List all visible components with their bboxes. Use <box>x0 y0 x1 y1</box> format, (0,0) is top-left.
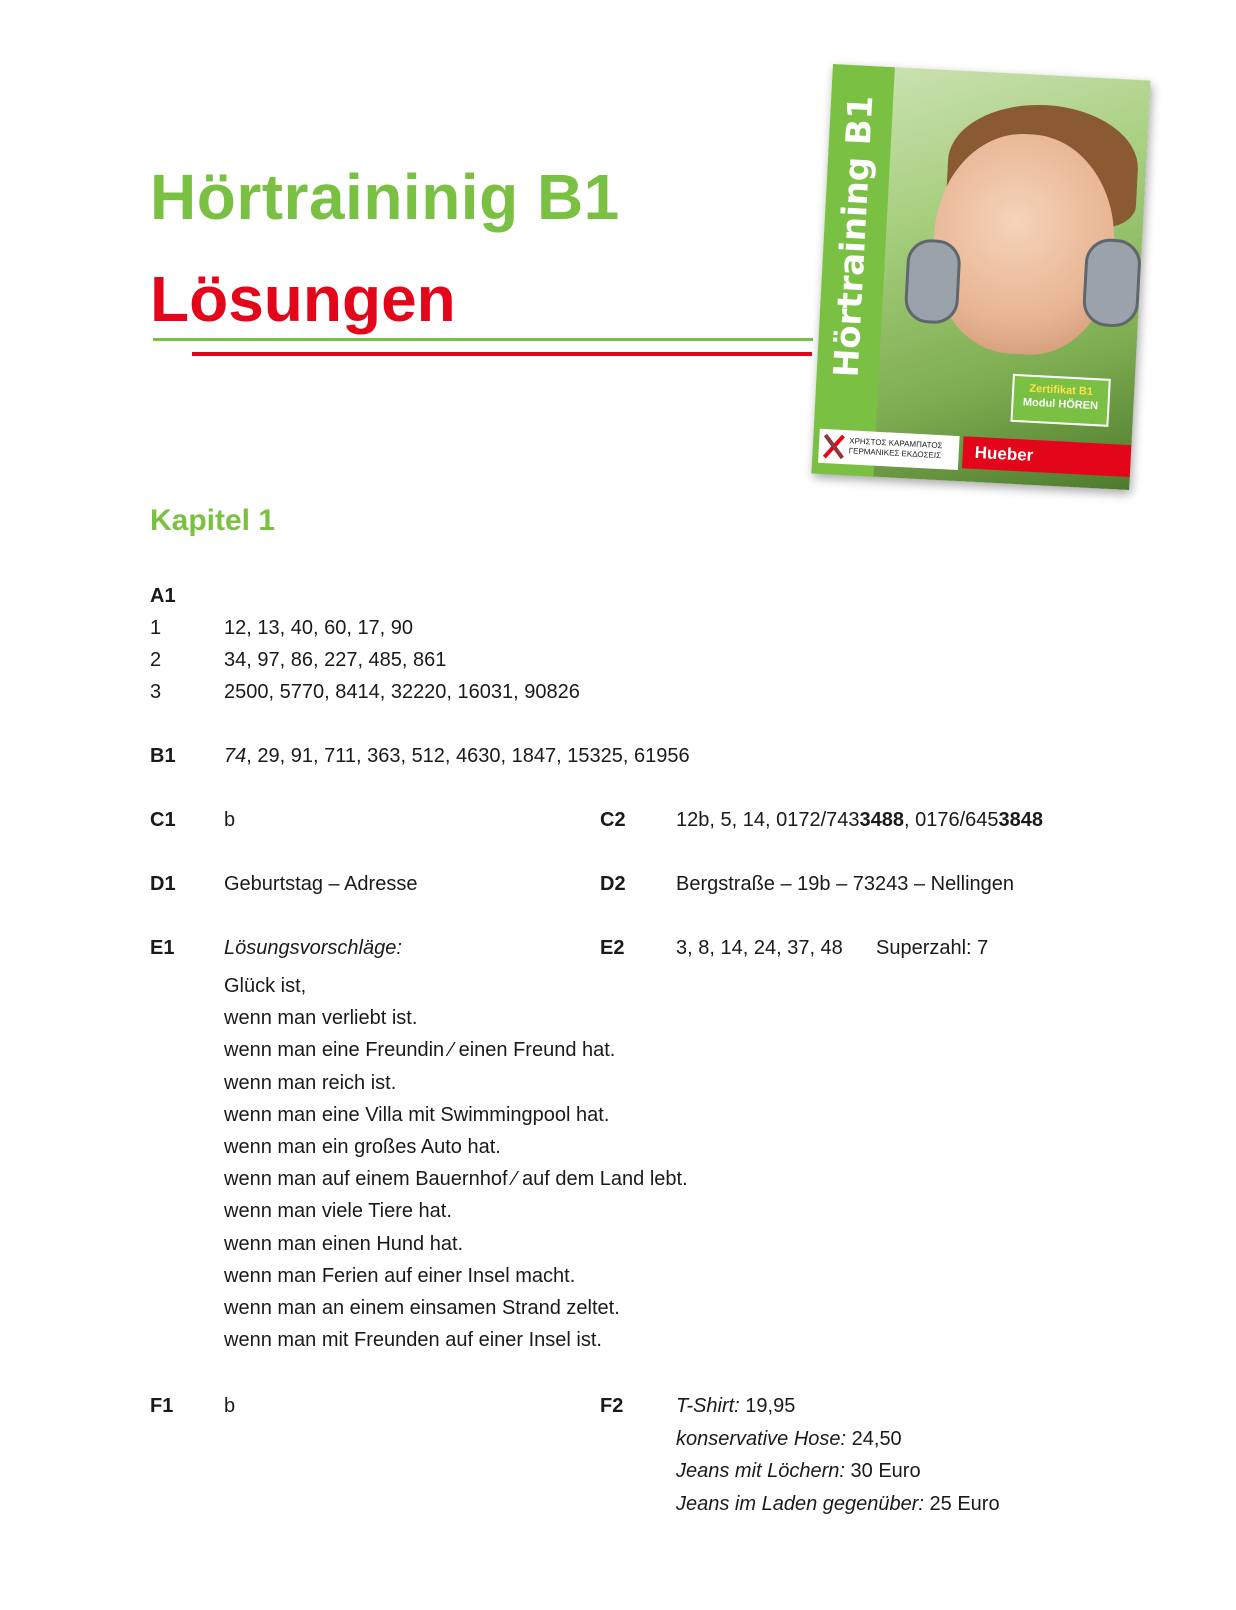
headphone-icon <box>1082 237 1143 328</box>
green-divider <box>153 338 813 341</box>
e2-superzahl: Superzahl: 7 <box>876 937 989 959</box>
f2-item-price: 24,50 <box>846 1427 902 1450</box>
c2-answer <box>676 804 1043 836</box>
c2-part2: , 0176/645 <box>904 809 999 831</box>
list-item: wenn man Ferien auf einer Insel macht. <box>224 1264 576 1287</box>
c2-bold2: 3848 <box>998 809 1044 831</box>
f2-item-price: 30 Euro <box>844 1460 921 1482</box>
f2-item-price: 19,95 <box>739 1395 796 1417</box>
f2-item-name: Jeans mit Löchern: <box>676 1460 845 1482</box>
list-item: wenn man einen Hund hat. <box>224 1232 464 1255</box>
cover-logo <box>818 429 960 470</box>
label-f1: F1 <box>150 1395 174 1417</box>
b1-first-number: 74 <box>224 745 247 767</box>
f2-item-name: T-Shirt: <box>676 1395 740 1417</box>
b1-answer <box>224 740 690 772</box>
cover-publisher: Hueber <box>962 436 1131 477</box>
list-item: wenn man reich ist. <box>224 1071 397 1094</box>
a1-row-text: 34, 97, 86, 227, 485, 861 <box>224 649 447 671</box>
c2-part1: 12b, 5, 14, 0172/743 <box>676 809 860 831</box>
logo-line2: ΓΕΡΜΑΝΙΚΕΣ ΕΚΔΟΣΕΙΣ <box>848 446 942 461</box>
label-f2: F2 <box>600 1395 624 1417</box>
d1-answer: Geburtstag – Adresse <box>224 873 418 895</box>
a1-row-number: 1 <box>150 617 162 639</box>
list-item: wenn man auf einem Bauernhof ⁄ auf dem Land lebt. <box>224 1168 688 1191</box>
cover-title: Hörtraining B1 <box>826 94 882 379</box>
label-d2: D2 <box>600 873 626 895</box>
list-item: wenn man verliebt ist. <box>224 1007 418 1030</box>
a1-row-text: 12, 13, 40, 60, 17, 90 <box>224 617 414 639</box>
f2-answer-list <box>676 1390 1000 1520</box>
cover-badge-line1: Zertifikat B1 <box>1029 382 1094 399</box>
label-a1: A1 <box>150 585 176 607</box>
f2-item-name: konservative Hose: <box>676 1427 847 1450</box>
list-item <box>676 1455 1000 1488</box>
book-cover-image <box>811 64 1150 490</box>
list-item: wenn man viele Tiere hat. <box>224 1200 452 1223</box>
label-e1: E1 <box>150 937 175 959</box>
list-item <box>676 1423 1000 1456</box>
f2-item-name: Jeans im Laden gegenüber: <box>676 1492 924 1515</box>
publisher-logo-icon <box>822 433 845 460</box>
a1-row-number: 3 <box>150 681 162 703</box>
red-divider <box>192 352 812 356</box>
headphone-icon <box>904 238 962 325</box>
f1-answer: b <box>224 1395 236 1417</box>
list-item <box>676 1390 1000 1423</box>
e2-numbers: 3, 8, 14, 24, 37, 48 <box>676 937 843 959</box>
label-b1: B1 <box>150 745 176 767</box>
d2-answer: Bergstraße – 19b – 73243 – Nellingen <box>676 873 1015 895</box>
b1-rest: , 29, 91, 711, 363, 512, 4630, 1847, 15325, 61956 <box>246 745 690 767</box>
page-title: Hörtraininig B1 <box>150 161 620 233</box>
cover-badge-line2: Modul HÖREN <box>1022 396 1099 413</box>
list-item <box>676 1488 1000 1521</box>
label-d1: D1 <box>150 873 176 895</box>
list-item: wenn man mit Freunden auf einer Insel ist. <box>224 1329 602 1352</box>
c2-bold1: 3488 <box>859 809 904 831</box>
list-item: wenn man eine Villa mit Swimmingpool hat. <box>224 1103 610 1126</box>
chapter-heading: Kapitel 1 <box>150 504 276 537</box>
page-subtitle: Lösungen <box>150 263 456 335</box>
label-c1: C1 <box>150 809 176 831</box>
list-item: wenn man eine Freundin ⁄ einen Freund hat. <box>224 1039 616 1062</box>
list-item: wenn man ein großes Auto hat. <box>224 1136 501 1159</box>
a1-row-number: 2 <box>150 649 162 671</box>
list-item: wenn man an einem einsamen Strand zeltet. <box>224 1297 620 1320</box>
label-e2: E2 <box>600 937 625 959</box>
cover-badge <box>1010 374 1110 427</box>
e1-answer-list <box>224 970 688 1356</box>
a1-row-text: 2500, 5770, 8414, 32220, 16031, 90826 <box>224 681 580 703</box>
label-c2: C2 <box>600 809 626 831</box>
logo-line1: ΧΡΗΣΤΟΣ ΚΑΡΑΜΠΑΤΟΣ <box>849 436 943 451</box>
list-item: Glück ist, <box>224 975 307 997</box>
f2-item-price: 25 Euro <box>923 1492 1000 1515</box>
e1-intro: Lösungsvorschläge: <box>224 937 402 959</box>
c1-answer: b <box>224 809 236 831</box>
